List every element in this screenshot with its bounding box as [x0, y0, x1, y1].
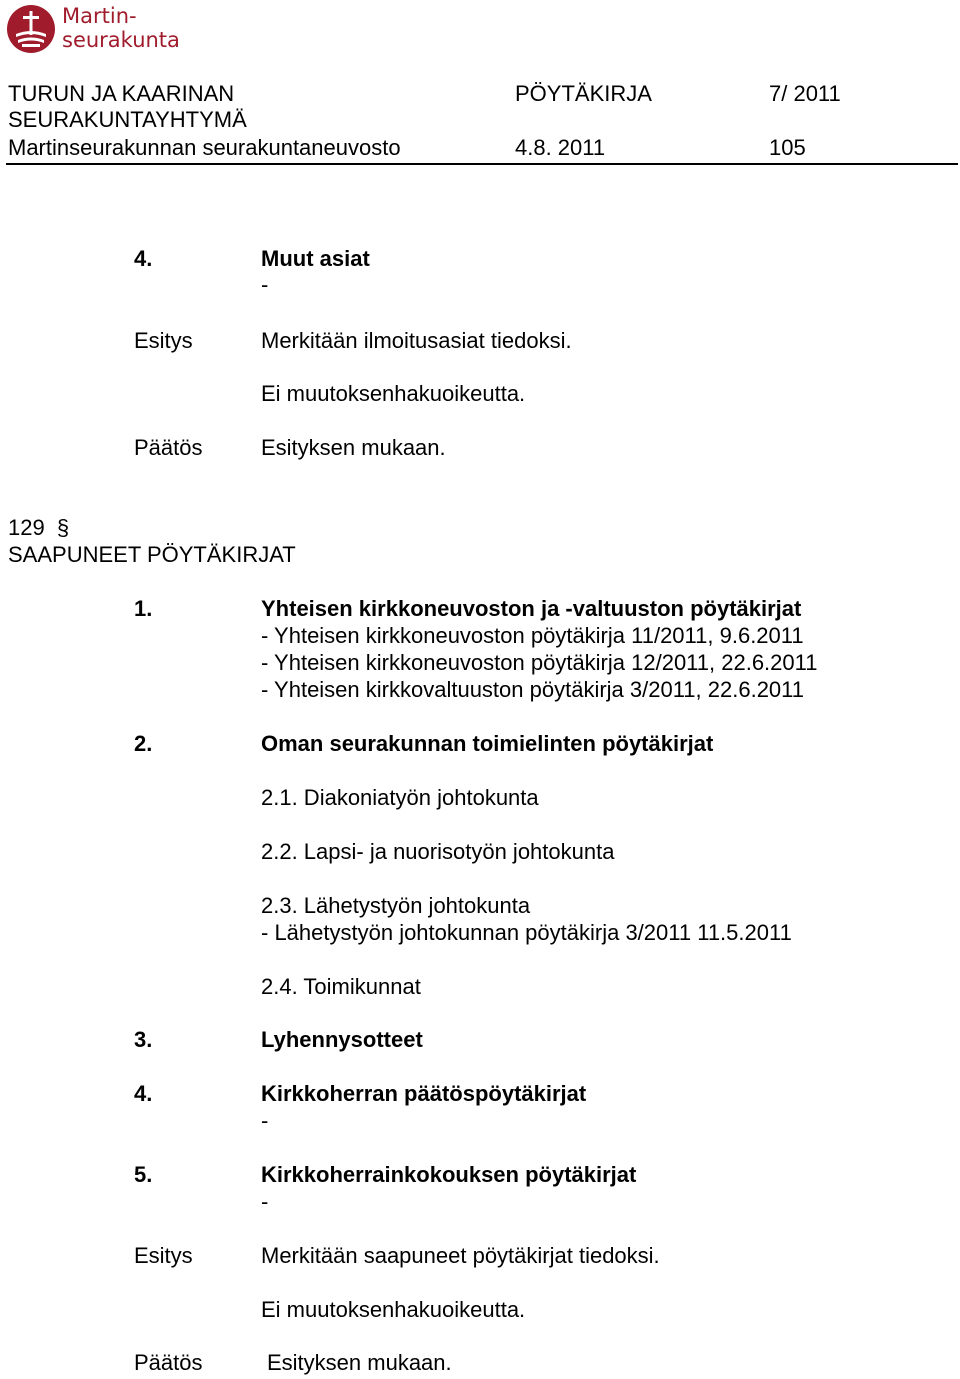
list-item-number: 1. — [134, 596, 153, 621]
item-number-value: 129 — [8, 515, 45, 540]
item-title: SAAPUNEET PÖYTÄKIRJAT — [8, 542, 296, 567]
list-item-title: Yhteisen kirkkoneuvoston ja -valtuuston pöytäkirjat — [261, 596, 802, 621]
appeal-text: Ei muutoksenhakuoikeutta. — [261, 1297, 526, 1322]
logo-line-1: Martin- — [62, 4, 137, 28]
list-item-line: - Yhteisen kirkkoneuvoston pöytäkirja 11/2011, 9.6.2011 — [261, 623, 804, 648]
meeting-date: 4.8. 2011 — [515, 135, 606, 160]
org-name-line-1: TURUN JA KAARINAN — [8, 81, 235, 106]
sub-item-line: - Lähetystyön johtokunnan pöytäkirja 3/2011 11.5.2011 — [261, 920, 792, 945]
list-item-title: Kirkkoherrainkokouksen pöytäkirjat — [261, 1162, 637, 1187]
list-item-number: 5. — [134, 1162, 153, 1187]
esitys-label: Esitys — [134, 1243, 193, 1268]
esitys-label: Esitys — [134, 328, 193, 353]
list-item-title: Lyhennysotteet — [261, 1027, 423, 1052]
sub-item-title: 2.2. Lapsi- ja nuorisotyön johtokunta — [261, 839, 615, 864]
list-item-line: - Yhteisen kirkkoneuvoston pöytäkirja 12/2011, 22.6.2011 — [261, 650, 818, 675]
paatos-text: Esityksen mukaan. — [267, 1350, 452, 1375]
sub-item-title: 2.3. Lähetystyön johtokunta — [261, 893, 531, 918]
item-number — [8, 515, 69, 541]
page-number: 105 — [769, 135, 806, 160]
section-number: 4. — [134, 246, 153, 271]
section-sign: § — [56, 515, 70, 540]
document-type: PÖYTÄKIRJA — [515, 81, 652, 106]
list-item-dash: - — [261, 1108, 269, 1133]
sub-item-title: 2.1. Diakoniatyön johtokunta — [261, 785, 539, 810]
parish-logo-text — [62, 4, 180, 52]
parish-logo-icon — [6, 4, 56, 54]
appeal-text: Ei muutoksenhakuoikeutta. — [261, 381, 526, 406]
list-item-title: Oman seurakunnan toimielinten pöytäkirjat — [261, 731, 714, 756]
document-number: 7/ 2011 — [769, 81, 841, 106]
list-item-line: - Yhteisen kirkkovaltuuston pöytäkirja 3/2011, 22.6.2011 — [261, 677, 805, 702]
logo-line-2: seurakunta — [62, 28, 180, 52]
list-item-number: 2. — [134, 731, 153, 756]
paatos-text: Esityksen mukaan. — [261, 435, 446, 460]
section-dash: - — [261, 272, 269, 297]
list-item-number: 3. — [134, 1027, 153, 1052]
paatos-label: Päätös — [134, 435, 203, 460]
list-item-number: 4. — [134, 1081, 153, 1106]
esitys-text: Merkitään saapuneet pöytäkirjat tiedoksi. — [261, 1243, 660, 1268]
esitys-text: Merkitään ilmoitusasiat tiedoksi. — [261, 328, 572, 353]
header-divider — [6, 163, 958, 165]
section-title: Muut asiat — [261, 246, 370, 271]
list-item-title: Kirkkoherran päätöspöytäkirjat — [261, 1081, 587, 1106]
org-name-line-2: SEURAKUNTAYHTYMÄ — [8, 107, 247, 132]
sub-item-title: 2.4. Toimikunnat — [261, 974, 421, 999]
paatos-label: Päätös — [134, 1350, 203, 1375]
body-name: Martinseurakunnan seurakuntaneuvosto — [8, 135, 401, 160]
list-item-dash: - — [261, 1189, 269, 1214]
